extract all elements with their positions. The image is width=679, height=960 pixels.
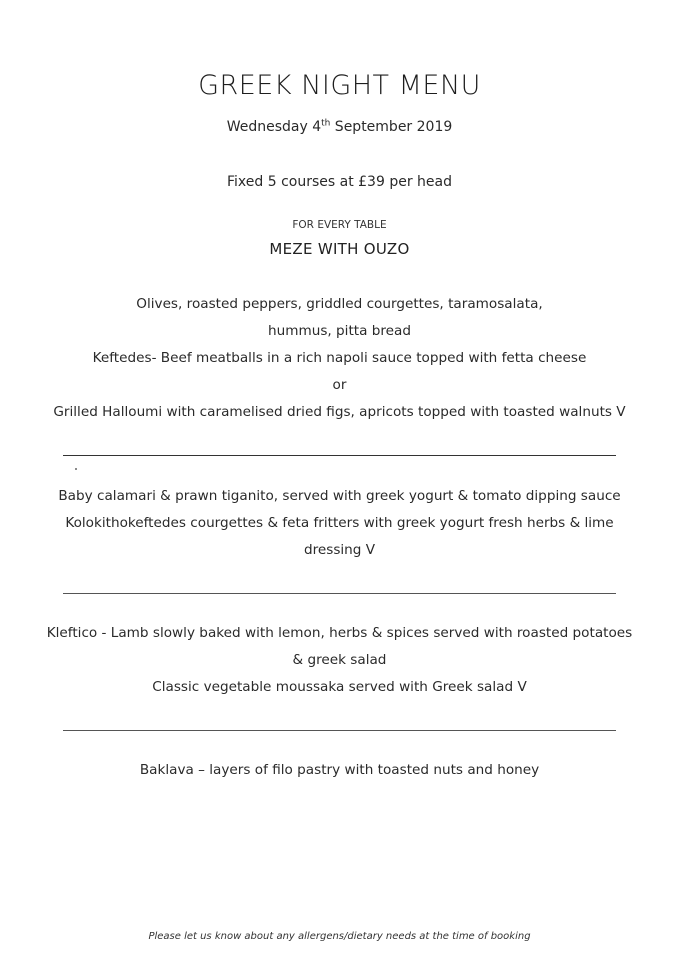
meze-item: Keftedes- Beef meatballs in a rich napoli sauce topped with fetta cheese — [92, 350, 587, 366]
meze-or: or — [332, 377, 347, 393]
section-divider — [63, 593, 616, 594]
starter-item: dressing V — [303, 542, 376, 558]
stray-dot — [75, 468, 77, 470]
fixed-price-line: Fixed 5 courses at £39 per head — [227, 174, 452, 190]
starter-item: Baby calamari & prawn tiganito, served with greek yogurt & tomato dipping sauce — [58, 488, 621, 504]
meze-heading: MEZE WITH OUZO — [269, 240, 410, 258]
meze-item: hummus, pitta bread — [267, 323, 411, 339]
main-item: & greek salad — [292, 652, 387, 668]
main-item: Kleftico - Lamb slowly baked with lemon, herbs & spices served with roasted potatoes — [46, 625, 633, 641]
section-divider — [63, 730, 616, 731]
section-divider — [63, 455, 616, 456]
date-rest: September 2019 — [330, 119, 453, 135]
dessert-item: Baklava – layers of filo pastry with toasted nuts and honey — [139, 762, 540, 778]
meze-item: Grilled Halloumi with caramelised dried figs, apricots topped with toasted walnuts V — [53, 404, 626, 420]
main-item: Classic vegetable moussaka served with Greek salad V — [152, 679, 527, 695]
allergen-footer-note: Please let us know about any allergens/dietary needs at the time of booking — [148, 931, 531, 942]
meze-item: Olives, roasted peppers, griddled courgettes, taramosalata, — [136, 296, 543, 312]
for-every-table-label: FOR EVERY TABLE — [292, 219, 387, 231]
menu-title: GREEK NIGHT MENU — [198, 70, 481, 101]
starter-item: Kolokithokeftedes courgettes & feta fritters with greek yogurt fresh herbs & lime — [65, 515, 614, 531]
date-prefix: Wednesday 4 — [226, 119, 322, 135]
menu-date — [0, 119, 679, 135]
date-ordinal-suffix: th — [321, 118, 331, 129]
